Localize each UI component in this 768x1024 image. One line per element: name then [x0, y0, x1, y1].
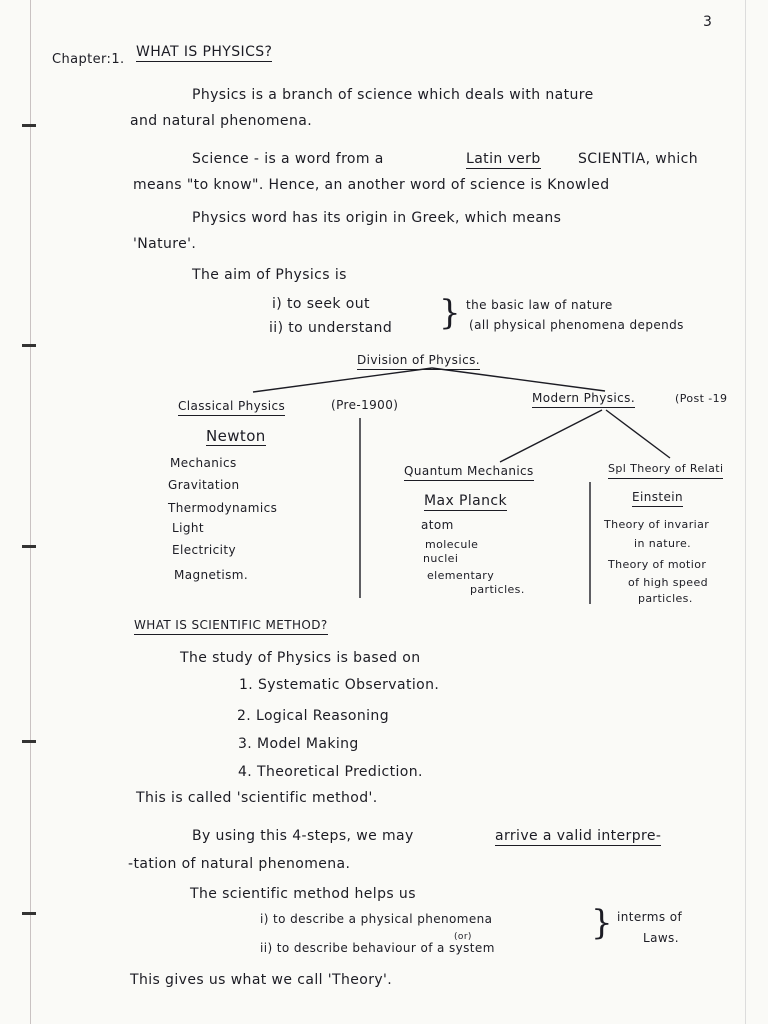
aim-item-2: ii) to understand: [269, 320, 393, 336]
latin-verb: Latin verb: [466, 151, 541, 167]
method-using-1b: arrive a valid interpre-: [495, 828, 662, 844]
relativity-topic: Theory of motior: [608, 558, 707, 571]
classical-scientist: Newton: [206, 427, 266, 445]
method-intro: The study of Physics is based on: [180, 650, 421, 666]
method-theory: This gives us what we call 'Theory'.: [130, 972, 393, 988]
greek-line-2: 'Nature'.: [133, 236, 197, 252]
quantum-topic: nuclei: [423, 552, 459, 565]
science-line-1a: Science - is a word from a: [192, 151, 384, 167]
science-line-1b: SCIENTIA, which: [578, 151, 699, 167]
method-using-1a: By using this 4-steps, we may: [192, 828, 414, 844]
aim-target-2: (all physical phenomena depends: [469, 318, 684, 332]
intro-line-2: and natural phenomena.: [130, 113, 313, 129]
science-line-2: means "to know". Hence, an another word of science is Knowled: [133, 177, 610, 193]
relativity-label: Spl Theory of Relati: [608, 461, 723, 479]
page-number: 3: [703, 14, 713, 30]
relativity-topic: Theory of invariar: [604, 518, 710, 531]
quantum-topic: molecule: [425, 538, 479, 551]
classical-period: (Pre-1900): [331, 398, 399, 412]
method-using-2: -tation of natural phenomena.: [128, 856, 351, 872]
greek-line-1: Physics word has its origin in Greek, which means: [192, 210, 562, 226]
method-helps: The scientific method helps us: [190, 886, 416, 902]
method-called: This is called 'scientific method'.: [136, 790, 378, 806]
method-step: 1. Systematic Observation.: [239, 677, 440, 693]
method-step: 3. Model Making: [238, 736, 359, 752]
classical-topic: Gravitation: [168, 478, 240, 492]
classical-topic: Electricity: [172, 543, 237, 557]
quantum-topic: atom: [421, 518, 454, 532]
method-terms-2: Laws.: [643, 931, 679, 945]
method-brace: }: [591, 903, 613, 943]
aim-item-1: i) to seek out: [272, 296, 370, 312]
aim-brace: }: [439, 293, 461, 333]
quantum-topic: elementary: [427, 569, 495, 582]
chapter-title: WHAT IS PHYSICS?: [136, 44, 273, 60]
classical-topic: Mechanics: [170, 456, 237, 470]
method-helps-item: i) to describe a physical phenomena: [260, 912, 493, 926]
quantum-label: Quantum Mechanics: [404, 463, 534, 481]
quantum-scientist: Max Planck: [424, 493, 507, 509]
modern-period: (Post -19: [675, 392, 728, 405]
method-or: (or): [454, 932, 472, 942]
method-heading: WHAT IS SCIENTIFIC METHOD?: [134, 617, 328, 635]
classical-topic: Magnetism.: [174, 568, 249, 582]
method-step: 2. Logical Reasoning: [237, 708, 389, 724]
aim-target-1: the basic law of nature: [466, 298, 613, 312]
chapter-prefix: Chapter:1.: [52, 52, 125, 67]
relativity-topic: in nature.: [634, 537, 692, 550]
relativity-topic: particles.: [638, 592, 693, 605]
modern-label: Modern Physics.: [532, 390, 635, 408]
method-helps-item: ii) to describe behaviour of a system: [260, 941, 495, 955]
intro-line-1: Physics is a branch of science which deals with nature: [192, 87, 594, 103]
aim-heading: The aim of Physics is: [192, 267, 347, 283]
division-title: Division of Physics.: [357, 352, 480, 370]
classical-topic: Light: [172, 521, 204, 535]
method-terms-1: interms of: [617, 910, 683, 924]
classical-label: Classical Physics: [178, 398, 285, 416]
quantum-topic: particles.: [470, 583, 525, 596]
relativity-scientist: Einstein: [632, 489, 683, 507]
classical-topic: Thermodynamics: [168, 501, 278, 515]
relativity-topic: of high speed: [628, 576, 709, 589]
method-step: 4. Theoretical Prediction.: [238, 764, 423, 780]
